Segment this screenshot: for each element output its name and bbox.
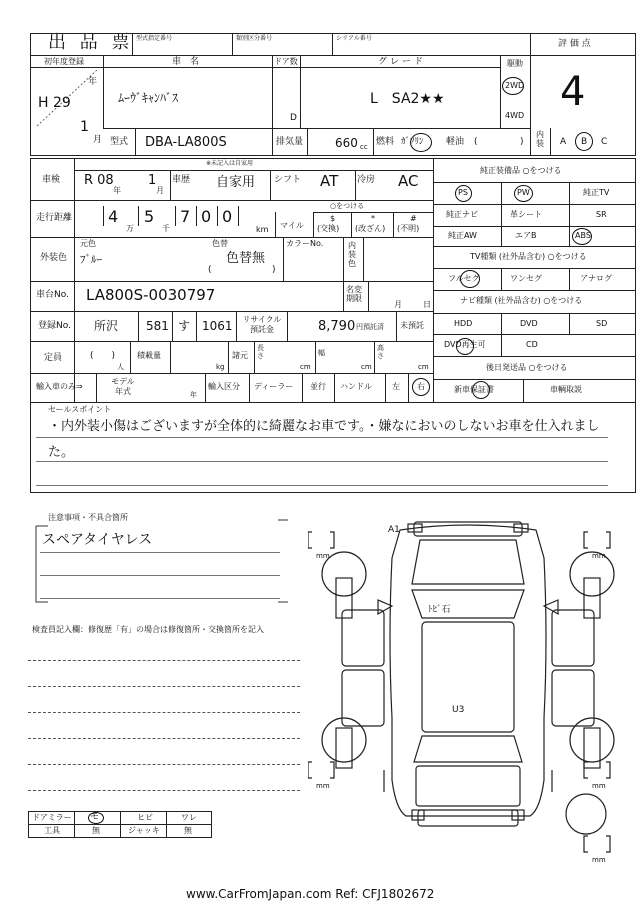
dims-height: 高さ <box>377 344 384 360</box>
ac-value: AC <box>398 172 419 190</box>
dims-width-cm: cm <box>361 363 372 371</box>
import-dealer: ディーラー <box>254 382 294 391</box>
jack-label: ジャッキ <box>128 826 160 835</box>
color-number-label: カラーNo. <box>286 239 324 248</box>
interior-color-label: 内装色 <box>348 241 356 268</box>
name-change-month: 月 <box>394 300 402 309</box>
docs-title: 後日発送品 ○をつける <box>486 363 568 372</box>
mm-front-right: mm <box>592 552 606 560</box>
inspection-year-unit: 年 <box>113 186 121 195</box>
drive-2wd-circle <box>502 77 524 95</box>
registration-label: 登録No. <box>38 321 71 331</box>
doors-value: D <box>290 113 297 123</box>
name-change-label: 名変期限 <box>346 285 362 304</box>
dims-label: 諸元 <box>232 351 248 360</box>
equip-airbag: エアB <box>515 231 537 240</box>
inspection-note: ※未記入は自家用 <box>206 160 254 167</box>
capacity-person-unit: 人 <box>117 363 124 371</box>
mm-spare: mm <box>592 856 606 864</box>
fuel-paren-close: ) <box>520 137 524 147</box>
name-change-day: 日 <box>423 300 431 309</box>
model-cert-label: 型式指定番号 <box>136 35 173 42</box>
score-value: 4 <box>560 69 586 115</box>
genuine-equipment-title: 純正装備品 ○をつける <box>480 166 562 175</box>
car-name-value: ﾑｰｳﾞｷｬﾝﾊﾞｽ <box>118 91 179 105</box>
navi-dvd: DVD <box>520 319 538 328</box>
notes-line-1: スペアタイヤレス <box>42 532 153 548</box>
handle-right-circle <box>412 378 430 396</box>
jack-value: 無 <box>184 826 192 835</box>
navi-type-title: ナビ種類 (社外品含む) ○をつける <box>460 296 583 305</box>
door-mirror-circle <box>88 812 104 824</box>
shift-label: シフト <box>274 175 302 185</box>
tools-value: 無 <box>92 826 100 835</box>
displacement-value: 660 <box>335 136 358 150</box>
sales-point-line-2: た。 <box>48 445 75 460</box>
handle-label: ハンドル <box>340 382 372 391</box>
doors-label: ドア数 <box>274 57 298 66</box>
drive-4wd: 4WD <box>505 111 525 120</box>
mileage-digit-3: 7 <box>180 207 191 226</box>
tv-fullseg-circle <box>460 270 480 288</box>
tv-fullseg: フルセグ <box>448 274 480 283</box>
mileage-man-unit: 万 <box>126 224 134 233</box>
capacity-paren: ( ) <box>90 351 116 361</box>
equip-pw-circle <box>514 185 533 202</box>
mm-front-left: mm <box>316 552 330 560</box>
displacement-unit: cc <box>360 143 368 151</box>
sheet-title: 出 品 票 <box>48 32 134 53</box>
month-unit: 月 <box>93 135 103 145</box>
mileage-km-unit: km <box>256 225 269 234</box>
mileage-mile-option: マイル <box>280 221 304 230</box>
interior-grade-c: C <box>601 137 608 147</box>
mm-rear-right: mm <box>592 782 606 790</box>
equip-aw: 純正AW <box>448 231 477 240</box>
interior-grade-b-circle <box>575 132 593 151</box>
interior-grade-a: A <box>560 137 567 147</box>
notes-bracket <box>28 513 288 606</box>
mileage-digit-5: 0 <box>222 207 233 226</box>
equip-sr: SR <box>596 210 607 219</box>
handle-right: 右 <box>417 382 425 391</box>
import-class-label: 輸入区分 <box>208 382 240 391</box>
damage-code-a1: A1 <box>388 525 400 535</box>
score-label: 評 価 点 <box>558 39 591 49</box>
fuel-light-oil: 軽油 <box>446 137 465 147</box>
footer-reference: www.CarFromJapan.com Ref: CFJ1802672 <box>186 887 435 901</box>
tv-oneseg: ワンセグ <box>510 274 542 283</box>
equip-leather: 革シート <box>510 210 542 219</box>
dims-height-cm: cm <box>418 363 429 371</box>
registration-area: 所沢 <box>94 319 119 333</box>
dims-length-cm: cm <box>300 363 311 371</box>
inspector-label: 検査員記入欄：修復歴「有」の場合は修復箇所・交換箇所を記入 <box>32 625 264 634</box>
class-number-label: 類別区分番号 <box>236 35 273 42</box>
first-registration-label: 初年度登録 <box>44 57 84 66</box>
model-year-unit: 年 <box>190 391 197 399</box>
break-label: ワレ <box>181 813 197 822</box>
color-label: 外装色 <box>40 253 68 263</box>
equip-tv: 純正TV <box>583 188 610 197</box>
displacement-label: 排気量 <box>276 137 304 147</box>
capacity-label: 定員 <box>44 353 63 363</box>
navi-dvd-play-circle <box>456 338 474 355</box>
mileage-tamper: (改ざん) <box>355 224 386 233</box>
damage-note-hood: ﾄﾋﾞ石 <box>428 605 451 615</box>
mileage-swap-symbol: $ <box>330 214 336 223</box>
recycle-not-deposited: 未預託 <box>400 321 424 330</box>
history-value: 自家用 <box>216 175 256 190</box>
registration-number: 1061 <box>202 319 233 333</box>
import-parallel: 並行 <box>310 382 326 391</box>
docs-manual: 車輌取説 <box>550 385 582 394</box>
equip-pw: PW <box>517 188 530 197</box>
load-label: 積載量 <box>137 351 161 360</box>
registration-kana: す <box>178 319 191 333</box>
inspection-month: 1 <box>148 173 157 188</box>
chassis-value: LA800S-0030797 <box>86 286 216 304</box>
inspection-month-unit: 月 <box>156 186 164 195</box>
color-change-label: 色替 <box>212 239 228 248</box>
recycle-value: 8,790 <box>318 319 356 334</box>
dims-length: 長さ <box>257 344 264 360</box>
history-label: 車歴 <box>172 175 191 185</box>
import-label: 輸入車のみ⇒ <box>36 382 83 391</box>
registration-class: 581 <box>146 319 169 333</box>
original-color-value: ﾌﾞﾙｰ <box>80 253 102 266</box>
navi-dvd-play: DVD再生可 <box>444 340 486 349</box>
mileage-digit-2: 5 <box>144 207 155 226</box>
fuel-paren-open: ( <box>474 137 478 147</box>
damage-code-u3: U3 <box>452 705 465 715</box>
mm-rear-left: mm <box>316 782 330 790</box>
shift-value: AT <box>320 172 339 190</box>
model-year-label: モデル年式 <box>111 377 135 396</box>
grade-label: グレード <box>378 57 427 67</box>
navi-hdd: HDD <box>454 319 473 328</box>
interior-label: 内装 <box>536 130 544 148</box>
recycle-label: リサイクル預託金 <box>242 315 282 334</box>
tools-label: 工具 <box>44 826 60 835</box>
door-mirror-value: モ <box>90 812 100 822</box>
drive-2wd: 2WD <box>505 81 525 90</box>
equip-abs: ABS <box>575 231 591 240</box>
car-name-label: 車 名 <box>172 57 200 67</box>
crack-label: ヒビ <box>137 813 153 822</box>
interior-grade-b: B <box>581 137 588 147</box>
docs-warranty: 新車保証書 <box>454 385 494 394</box>
fuel-label: 燃料 <box>376 137 395 147</box>
first-reg-year: H 29 <box>38 95 71 111</box>
load-kg: kg <box>216 363 225 371</box>
handle-left: 左 <box>392 382 400 391</box>
mileage-tamper-symbol: * <box>371 214 375 223</box>
door-mirror-label: ドアミラー <box>32 813 72 822</box>
navi-sd: SD <box>596 319 608 328</box>
color-change-value: 色替無 <box>226 251 266 266</box>
sales-point-label: セールスポイント <box>48 405 112 414</box>
equip-navi: 純正ナビ <box>446 210 478 219</box>
original-color-label: 元色 <box>80 239 96 248</box>
mileage-digit-4: 0 <box>201 207 212 226</box>
inspection-label: 車検 <box>42 175 61 185</box>
year-unit: 年 <box>88 77 98 87</box>
inspection-year: R 08 <box>84 173 114 188</box>
car-damage-diagram <box>308 518 628 878</box>
mileage-sen-unit: 千 <box>162 224 170 233</box>
mileage-label: 走行距離 <box>36 213 73 223</box>
mileage-swap: (交換) <box>317 224 340 233</box>
type-value: DBA-LA800S <box>145 135 227 150</box>
fuel-gasoline-circle <box>410 133 432 152</box>
equip-ps-circle <box>455 185 472 202</box>
serial-number-label: シリアル番号 <box>336 35 372 42</box>
recycle-unit: 円預託済 <box>356 323 384 331</box>
type-label: 型式 <box>110 137 129 147</box>
sales-point-line-1: ・内外装小傷はございますが全体的に綺麗なお車です。・嫌なにおいのしないお車を仕入れまし <box>48 419 600 434</box>
equip-abs-circle <box>572 228 592 245</box>
tv-type-title: TV種類 (社外品含む) ○をつける <box>470 252 587 261</box>
chassis-label: 車台No. <box>36 290 69 300</box>
navi-cd: CD <box>526 340 538 349</box>
mileage-circle-note: ○をつける <box>330 202 365 210</box>
equip-ps: PS <box>458 188 468 197</box>
docs-warranty-circle <box>472 381 490 399</box>
color-paren-open: ( <box>208 265 212 275</box>
tv-analog: アナログ <box>580 274 612 283</box>
drive-label: 駆動 <box>507 59 523 68</box>
mileage-unknown-symbol: # <box>410 214 417 223</box>
ac-label: 冷房 <box>357 175 376 185</box>
mileage-digit-1: 4 <box>108 207 119 226</box>
grade-value: L SA2★★ <box>370 91 445 107</box>
notes-label: 注意事項・不具合箇所 <box>48 513 128 522</box>
color-paren-close: ) <box>272 265 276 275</box>
first-reg-month: 1 <box>80 119 89 135</box>
mileage-unknown: (不明) <box>397 224 420 233</box>
fuel-gasoline: ｶﾞｿﾘﾝ <box>401 137 424 147</box>
dims-width: 幅 <box>318 349 325 357</box>
